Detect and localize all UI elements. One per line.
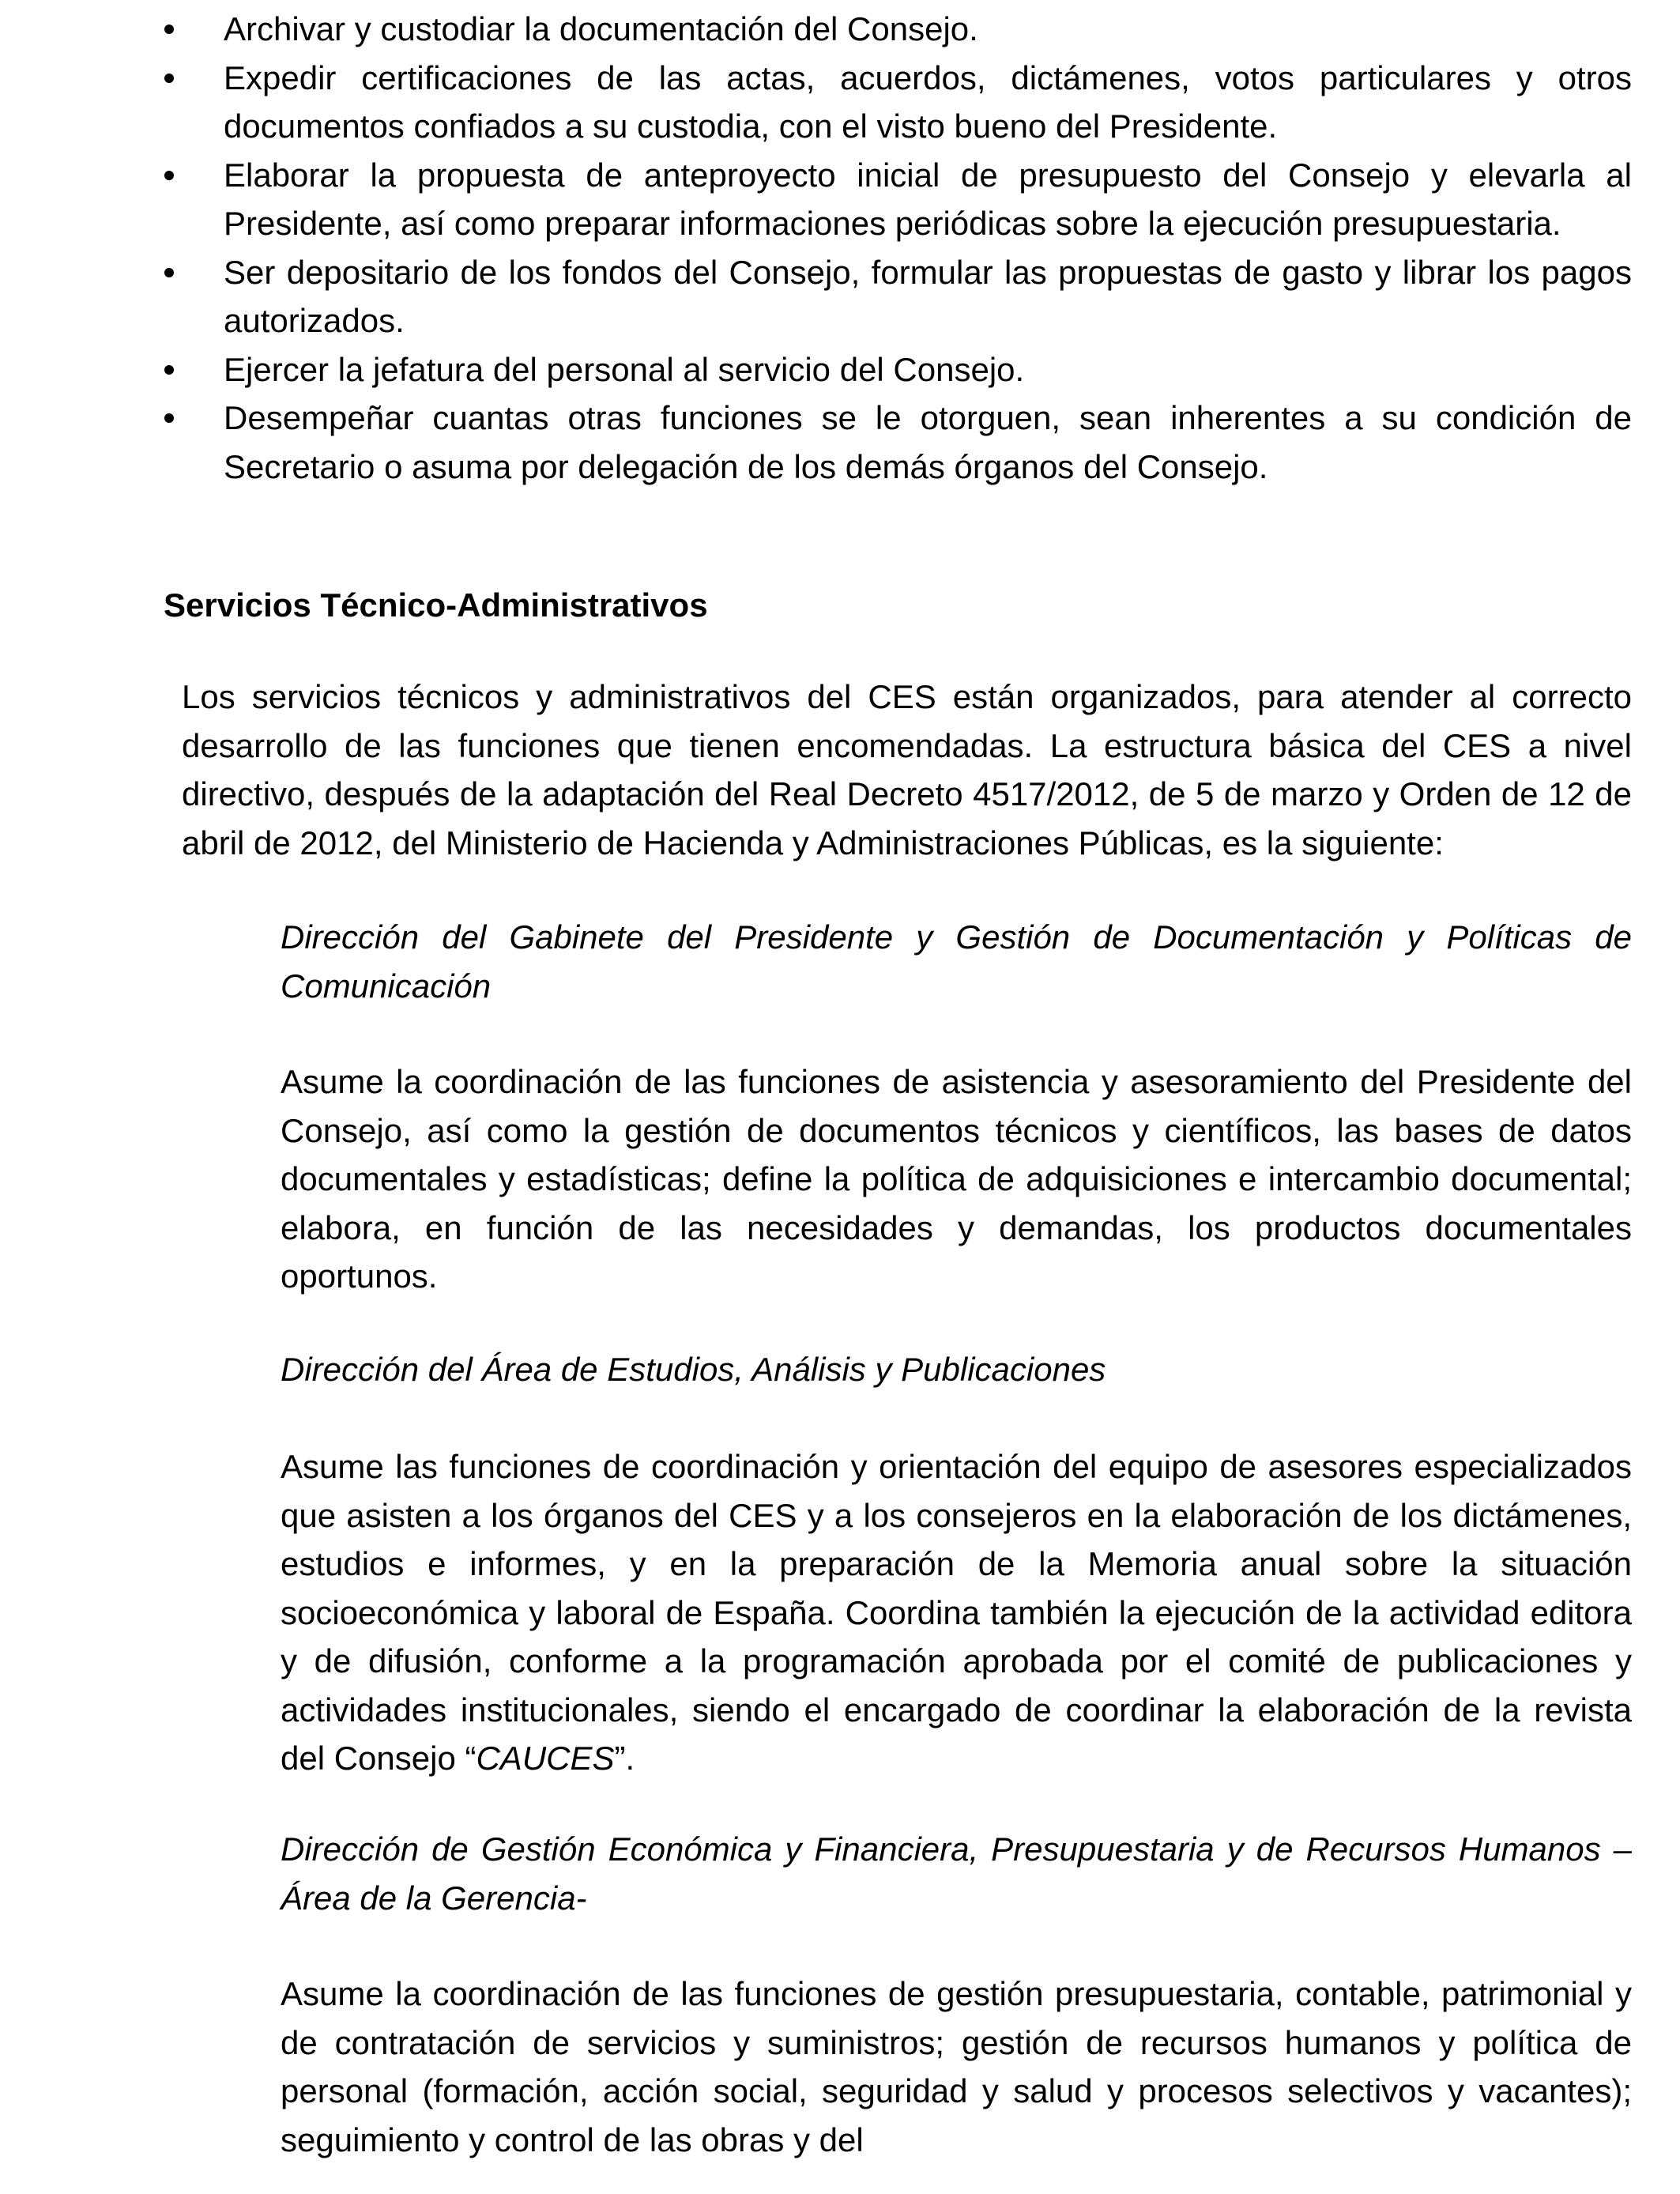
- list-item: [162, 54, 1632, 151]
- section-intro-paragraph: Los servicios técnicos y administrativos del CES están organizados, para atender al correcto desarrollo de las funciones que tienen encomendadas. La estructura básica del CES a nivel directivo, después de la adaptación del Real Decreto 4517/2012, de 5 de marzo y Orden de 12 de abril de 2012, del Ministerio de Hacienda y Administraciones Públicas, es la siguiente:: [182, 678, 1632, 861]
- list-item-text: Ejercer la jefatura del personal al servicio del Consejo.: [224, 350, 1025, 388]
- subsection-title-gerencia: Dirección de Gestión Económica y Financiera, Presupuestaria y de Recursos Humanos –Área de la Gerencia-: [281, 1830, 1632, 1917]
- list-item: [162, 5, 1632, 54]
- list-item: [162, 248, 1632, 345]
- subsection-title-gabinete: Dirección del Gabinete del Presidente y Gestión de Documentación y Políticas de Comunicación: [281, 918, 1632, 1005]
- secretary-functions-list: [162, 5, 1632, 491]
- section-heading: Servicios Técnico-Administrativos: [164, 586, 708, 624]
- list-item: [162, 394, 1632, 491]
- list-item-text: Archivar y custodiar la documentación del Consejo.: [224, 10, 978, 47]
- list-item-text: Desempeñar cuantas otras funciones se le otorguen, sean inherentes a su condición de Secretario o asuma por delegación de los demás órganos del Consejo.: [224, 399, 1632, 485]
- subsection-title-estudios: Dirección del Área de Estudios, Análisis y Publicaciones: [281, 1351, 1106, 1388]
- list-item: [162, 345, 1632, 394]
- bullet-icon: [164, 74, 174, 83]
- subsection-body-gabinete: Asume la coordinación de las funciones de asistencia y asesoramiento del Presidente del Consejo, así como la gestión de documentos técnicos y científicos, las bases de datos documentales y estadísticas; define la política de adquisiciones e intercambio documental; elabora, en función de las necesidades y demandas, los productos documentales oportunos.: [281, 1063, 1632, 1295]
- list-item-text: Expedir certificaciones de las actas, acuerdos, dictámenes, votos particulares y otros documentos confiados a su custodia, con el visto bueno del Presidente.: [224, 58, 1632, 145]
- bullet-icon: [164, 268, 174, 277]
- list-item-text: Ser depositario de los fondos del Consejo, formular las propuestas de gasto y librar los pagos autorizados.: [224, 253, 1632, 339]
- list-item: [162, 151, 1632, 248]
- body-text-end: ”.: [614, 1740, 635, 1777]
- list-item-text: Elaborar la propuesta de anteproyecto inicial de presupuesto del Consejo y elevarla al Presidente, así como preparar informaciones periódicas sobre la ejecución presupuestaria.: [224, 156, 1632, 242]
- subsection-body-estudios: [281, 1442, 1632, 1783]
- bullet-icon: [164, 413, 174, 423]
- bullet-icon: [164, 25, 174, 34]
- bullet-icon: [164, 365, 174, 375]
- bullet-icon: [164, 171, 174, 180]
- body-text: Asume las funciones de coordinación y orientación del equipo de asesores especializados que asisten a los órganos del CES y a los consejeros en la elaboración de los dictámenes, estudios e informes, y en la preparación de la Memoria anual sobre la situación socioeconómica y laboral de España. Coordina también la ejecución de la actividad editora y de difusión, conforme a la programación aprobada por el comité de publicaciones y actividades institucionales, siendo el encargado de coordinar la elaboración de la revista del Consejo “: [281, 1448, 1632, 1777]
- subsection-body-gerencia: Asume la coordinación de las funciones de gestión presupuestaria, contable, patrimonial y de contratación de servicios y suministros; gestión de recursos humanos y política de personal (formación, acción social, seguridad y salud y procesos selectivos y vacantes); seguimiento y control de las obras y del: [281, 1975, 1632, 2158]
- journal-name: CAUCES: [476, 1740, 615, 1777]
